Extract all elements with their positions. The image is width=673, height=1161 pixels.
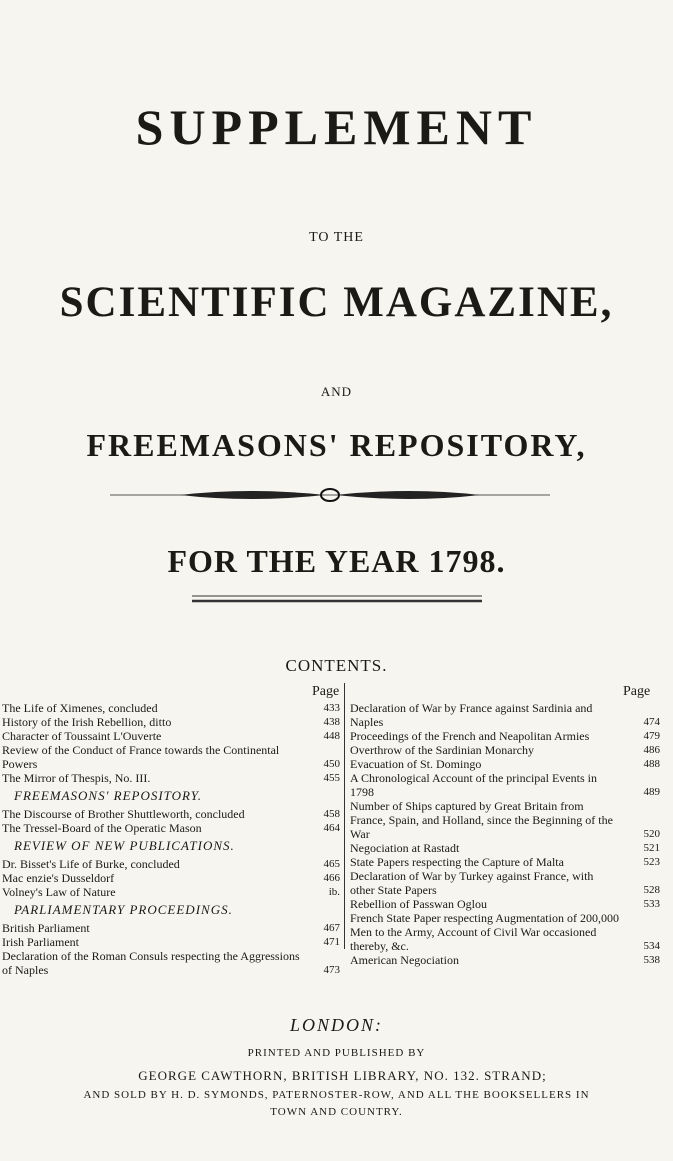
contents-entry <box>350 799 660 841</box>
contents-right-column <box>350 701 660 967</box>
contents-left-column <box>2 701 340 977</box>
contents-entry <box>350 771 660 799</box>
contents-entry <box>350 841 660 855</box>
entry-page: 528 <box>643 884 660 896</box>
entry-title: Review of the Conduct of France towards the Continental Powers <box>2 743 280 771</box>
entry-title: Number of Ships captured by Great Britain from France, Spain, and Holland, since the Beginning of the War <box>350 799 613 841</box>
contents-entry <box>2 871 340 885</box>
column-divider <box>344 683 345 949</box>
entry-page: 479 <box>643 730 660 742</box>
entry-page: 520 <box>643 828 660 840</box>
contents-entry <box>2 771 340 785</box>
entry-page: 488 <box>643 758 660 770</box>
contents-entry <box>2 743 340 771</box>
entry-page: 466 <box>323 872 340 884</box>
entry-title: Overthrow of the Sardinian Monarchy <box>350 743 534 757</box>
contents-entry <box>350 911 660 953</box>
entry-title: The Discourse of Brother Shuttleworth, concluded <box>2 807 245 821</box>
contents-entry <box>2 701 340 715</box>
section-heading: FREEMASONS' REPOSITORY. <box>14 788 203 803</box>
entry-title: A Chronological Account of the principal Events in 1798 <box>350 771 597 799</box>
contents-entry <box>350 701 660 729</box>
entry-title: Declaration of War by Turkey against France, with other State Papers <box>350 869 594 897</box>
entry-title: The Mirror of Thespis, No. III. <box>2 771 151 785</box>
entry-page: 467 <box>323 922 340 934</box>
contents-entry <box>2 715 340 729</box>
entry-title: Volney's Law of Nature <box>2 885 116 899</box>
contents-entry <box>350 855 660 869</box>
entry-page: 464 <box>323 822 340 834</box>
entry-title: History of the Irish Rebellion, ditto <box>2 715 172 729</box>
entry-page: 538 <box>643 954 660 966</box>
entry-page: 533 <box>643 898 660 910</box>
entry-title: The Life of Ximenes, concluded <box>2 701 158 715</box>
entry-page: 448 <box>323 730 340 742</box>
entry-page: ib. <box>328 886 340 898</box>
imprint-city: LONDON: <box>289 1015 383 1035</box>
contents-entry <box>350 953 660 967</box>
entry-page: 473 <box>323 964 340 976</box>
contents-entry <box>350 897 660 911</box>
entry-title: French State Paper respecting Augmentation of 200,000 Men to the Army, Account of Civil War occasioned thereby, &c. <box>350 911 619 953</box>
contents-entry <box>2 935 340 949</box>
entry-title: Negociation at Rastadt <box>350 841 460 855</box>
contents-heading: CONTENTS. <box>285 656 388 675</box>
contents-entry <box>350 729 660 743</box>
page-label-left: Page <box>312 684 340 699</box>
contents-entry <box>350 743 660 757</box>
double-rule <box>192 594 482 604</box>
imprint-printed: PRINTED AND PUBLISHED BY <box>247 1047 426 1059</box>
entry-title: Evacuation of St. Domingo <box>350 757 482 771</box>
title-magazine: SCIENTIFIC MAGAZINE, <box>59 279 614 326</box>
title-supplement: SUPPLEMENT <box>135 99 538 155</box>
contents-entry <box>350 757 660 771</box>
contents-entry <box>350 869 660 897</box>
entry-page: 523 <box>643 856 660 868</box>
entry-title: Rebellion of Passwan Oglou <box>350 897 487 911</box>
entry-title: Declaration of the Roman Consuls respecting the Aggressions of Naples <box>2 949 300 977</box>
entry-title: Irish Parliament <box>2 935 79 949</box>
entry-page: 458 <box>323 808 340 820</box>
title-and: AND <box>320 384 353 399</box>
contents-entry <box>2 857 340 871</box>
entry-page: 534 <box>643 940 660 952</box>
entry-title: American Negociation <box>350 953 459 967</box>
entry-page: 438 <box>323 716 340 728</box>
entry-title: Proceedings of the French and Neapolitan Armies <box>350 729 590 743</box>
title-to-the: TO THE <box>309 230 364 245</box>
contents-entry <box>2 885 340 899</box>
imprint-publisher: GEORGE CAWTHORN, BRITISH LIBRARY, NO. 132. STRAND; <box>138 1068 547 1083</box>
entry-page: 489 <box>643 786 660 798</box>
imprint-sold: AND SOLD BY H. D. SYMONDS, PATERNOSTER-ROW, AND ALL THE BOOKSELLERS IN <box>83 1089 590 1101</box>
title-repository: FREEMASONS' REPOSITORY, <box>86 427 587 463</box>
entry-title: British Parliament <box>2 921 90 935</box>
page-label-right: Page <box>623 684 651 699</box>
entry-title: Dr. Bisset's Life of Burke, concluded <box>2 857 180 871</box>
entry-page: 465 <box>323 858 340 870</box>
entry-title: Mac enzie's Dusseldorf <box>2 871 115 885</box>
contents-entry <box>2 807 340 821</box>
entry-page: 471 <box>323 936 340 948</box>
imprint-region: TOWN AND COUNTRY. <box>270 1106 403 1118</box>
section-heading: REVIEW OF NEW PUBLICATIONS. <box>14 838 235 853</box>
entry-title: The Tressel-Board of the Operatic Mason <box>2 821 202 835</box>
section-heading: PARLIAMENTARY PROCEEDINGS. <box>14 902 233 917</box>
title-year: FOR THE YEAR 1798. <box>167 543 506 579</box>
entry-title: Character of Toussaint L'Ouverte <box>2 729 162 743</box>
contents-entry <box>2 949 340 977</box>
entry-page: 521 <box>643 842 660 854</box>
entry-page: 450 <box>323 758 340 770</box>
entry-page: 486 <box>643 744 660 756</box>
contents-entry <box>2 821 340 835</box>
contents-entry <box>2 729 340 743</box>
ornamental-rule <box>110 487 550 503</box>
entry-page: 433 <box>323 702 340 714</box>
entry-title: State Papers respecting the Capture of Malta <box>350 855 564 869</box>
entry-page: 455 <box>323 772 340 784</box>
entry-page: 474 <box>643 716 660 728</box>
entry-title: Declaration of War by France against Sardinia and Naples <box>350 701 593 729</box>
contents-entry <box>2 921 340 935</box>
